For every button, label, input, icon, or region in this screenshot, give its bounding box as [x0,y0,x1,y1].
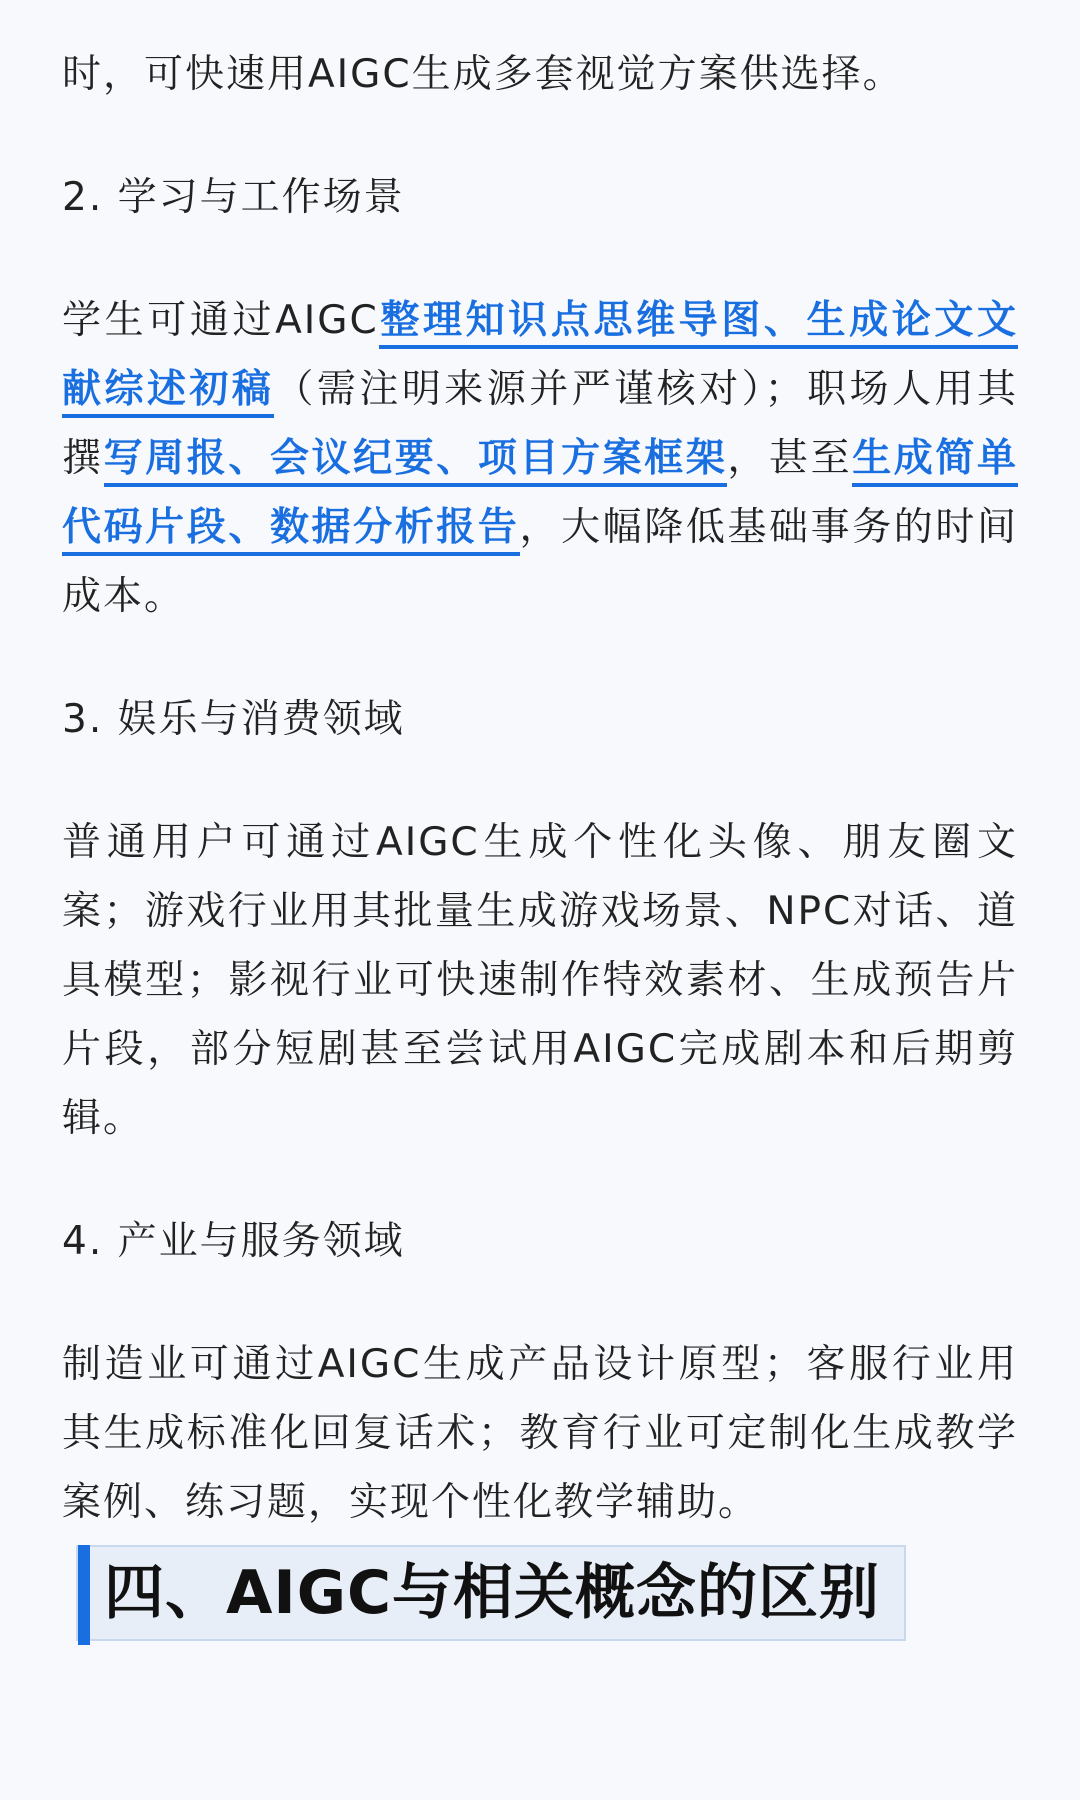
section-title: 四、AIGC与相关概念的区别 [104,1558,881,1628]
spacer [62,232,1018,286]
paragraph-text: （需注明来源并严谨核对）；职场人用其撰 [62,367,1018,481]
spacer [62,754,1018,808]
highlight-code-uses: 生成简单代码片段、数据分析报告 [62,436,1018,556]
paragraph-text: ，大幅降低基础事务的时间成本。 [62,505,1018,619]
section-title-box [76,1545,906,1641]
highlight-study-uses: 整理知识点思维导图、生成论文文献综述初稿 [62,298,1018,418]
spacer [62,1153,1018,1207]
spacer [62,109,1018,163]
paragraph-text: ，甚至 [727,436,853,481]
paragraph-industry-service: 制造业可通过AIGC生成产品设计原型；客服行业用其生成标准化回复话术；教育行业可定制化生成教学案例、练习题，实现个性化教学辅助。 [62,1342,1018,1525]
intro-tail-paragraph: 时，可快速用AIGC生成多套视觉方案供选择。 [62,52,904,97]
heading-industry-service: 4. 产业与服务领域 [62,1219,405,1264]
highlight-work-uses: 写周报、会议纪要、项目方案框架 [104,436,728,487]
paragraph-learning-work [62,286,1018,631]
heading-learning-work: 2. 学习与工作场景 [62,175,405,220]
spacer [62,631,1018,685]
accent-bar [78,1545,90,1645]
paragraph-entertainment: 普通用户可通过AIGC生成个性化头像、朋友圈文案；游戏行业用其批量生成游戏场景、NPC对话、道具模型；影视行业可快速制作特效素材、生成预告片片段，部分短剧甚至尝试用AIGC完成剧本和后期剪辑。 [62,820,1018,1141]
heading-entertainment: 3. 娱乐与消费领域 [62,697,405,742]
paragraph-text: 学生可通过AIGC [62,298,379,343]
spacer [62,1276,1018,1330]
